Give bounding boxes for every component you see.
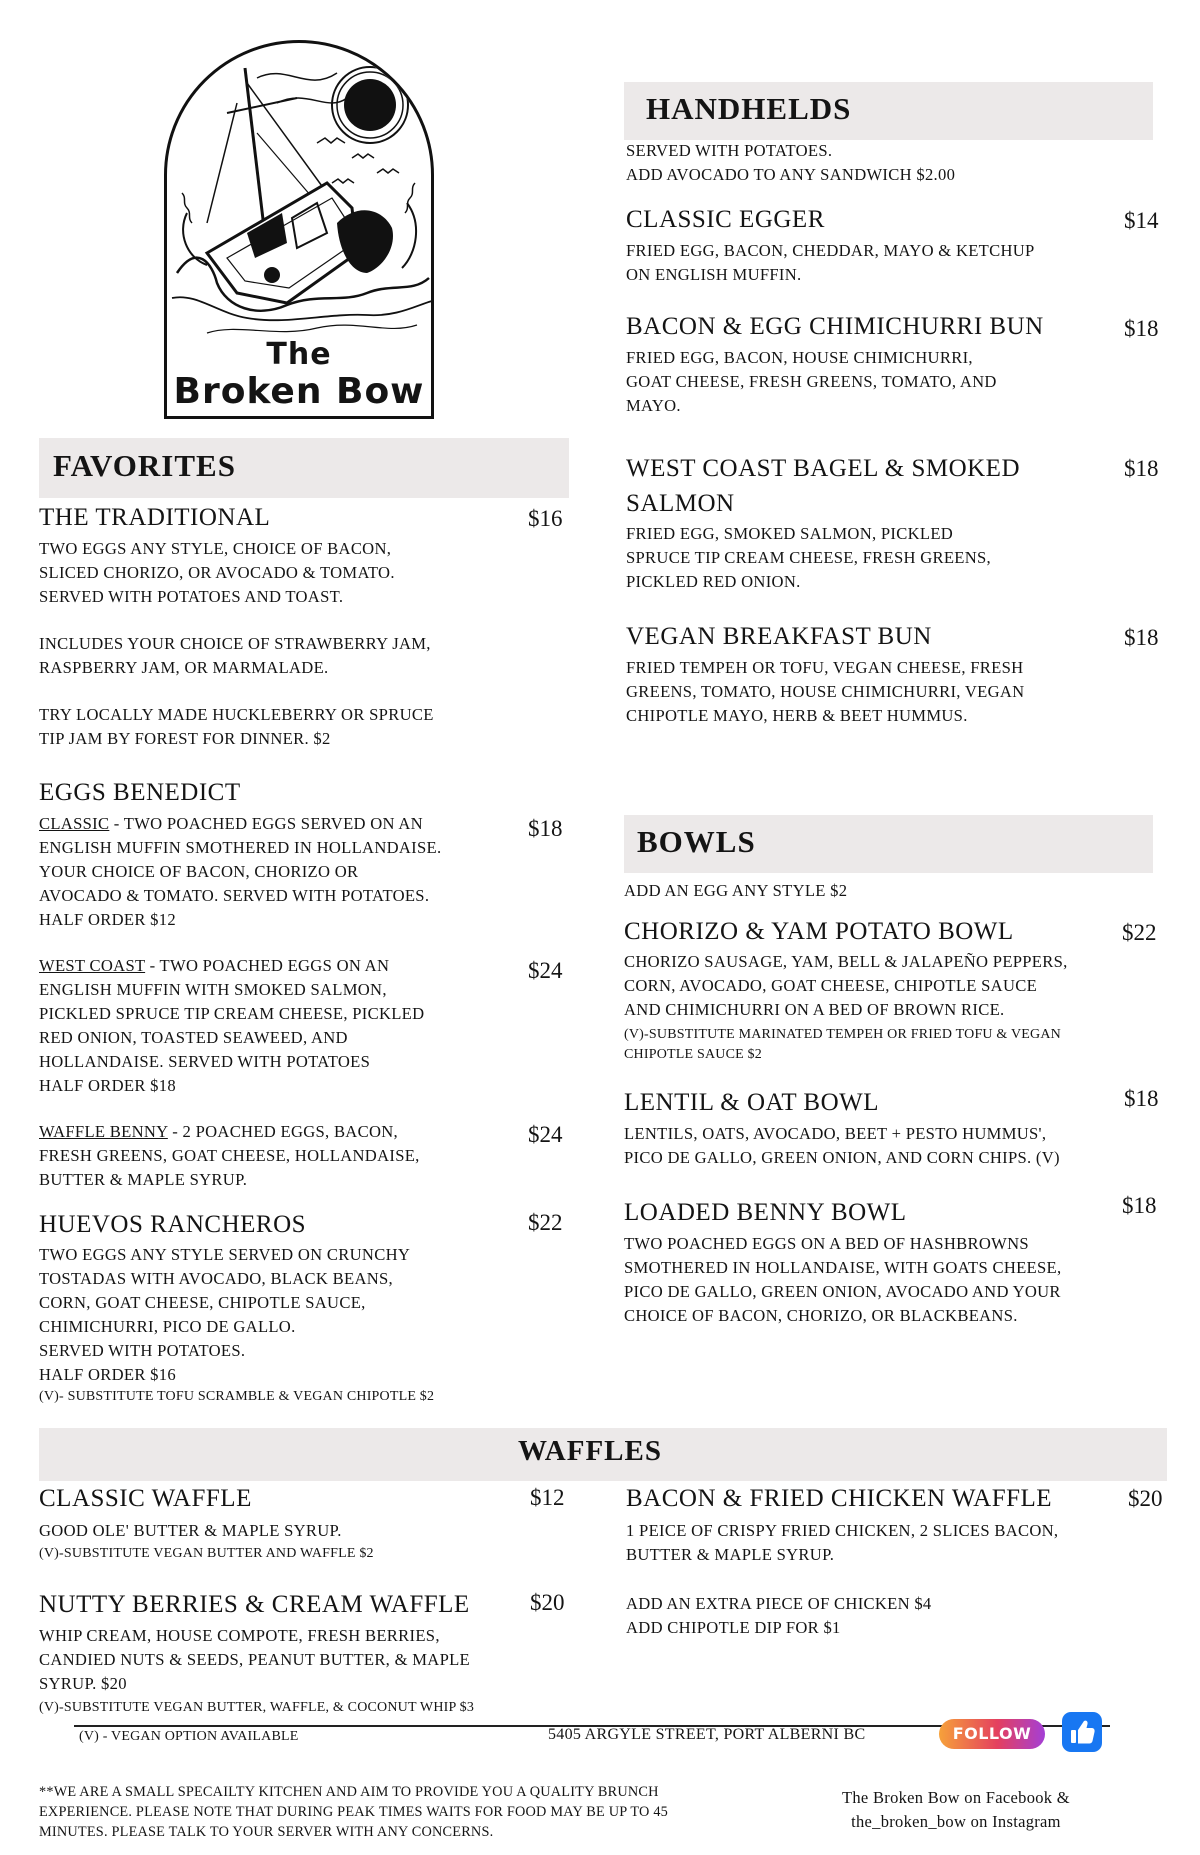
chorizo-bowl-title: CHORIZO & YAM POTATO BOWL — [624, 918, 1014, 945]
huevos-vegan-note: (V)- SUBSTITUTE TOFU SCRAMBLE & VEGAN CHIPOTLE $2 — [39, 1389, 435, 1404]
benedict-waffle-price: $24 — [528, 1122, 563, 1147]
vegan-legend: (V) - VEGAN OPTION AVAILABLE — [79, 1729, 299, 1744]
benedict-west-name: WEST COAST — [39, 956, 146, 975]
vegan-bun-desc: FRIED TEMPEH OR TOFU, VEGAN CHEESE, FRESH GREENS, TOMATO, HOUSE CHIMICHURRI, VEGAN CHIPOTLE MAYO, HERB & BEET HUMMUS. — [626, 658, 1025, 725]
bowls-header: BOWLS — [637, 824, 756, 859]
classic-egger-desc: FRIED EGG, BACON, CHEDDAR, MAYO & KETCHUP ON ENGLISH MUFFIN. — [626, 241, 1035, 284]
benedict-waffle-desc: WAFFLE BENNY - 2 POACHED EGGS, BACON, FRESH GREENS, GOAT CHEESE, HOLLANDAISE, BUTTER & MAPLE SYRUP. — [39, 1122, 420, 1189]
traditional-local-jam-note: TRY LOCALLY MADE HUCKLEBERRY OR SPRUCE TIP JAM BY FOREST FOR DINNER. $2 — [39, 705, 434, 748]
nutty-waffle-vegan-note: (V)-SUBSTITUTE VEGAN BUTTER, WAFFLE, & COCONUT WHIP $3 — [39, 1700, 475, 1715]
vegan-bun-price: $18 — [1124, 625, 1159, 650]
waffles-header: WAFFLES — [518, 1435, 662, 1467]
traditional-title: THE TRADITIONAL — [39, 504, 271, 531]
chimichurri-bun-desc: FRIED EGG, BACON, HOUSE CHIMICHURRI, GOAT CHEESE, FRESH GREENS, TOMATO, AND MAYO. — [626, 348, 997, 415]
huevos-price: $22 — [528, 1210, 563, 1235]
logo-name: Broken Bow — [173, 371, 425, 412]
bowls-note: ADD AN EGG ANY STYLE $2 — [624, 881, 848, 900]
thumbs-up-icon[interactable] — [1062, 1712, 1102, 1752]
chorizo-bowl-price: $22 — [1122, 920, 1157, 945]
classic-waffle-desc: GOOD OLE' BUTTER & MAPLE SYRUP. — [39, 1521, 342, 1540]
benedict-waffle-name: WAFFLE BENNY — [39, 1122, 168, 1141]
benedict-west-price: $24 — [528, 958, 563, 983]
lentil-bowl-title: LENTIL & OAT BOWL — [624, 1089, 879, 1116]
nutty-waffle-title: NUTTY BERRIES & CREAM WAFFLE — [39, 1591, 470, 1618]
nutty-waffle-desc: WHIP CREAM, HOUSE COMPOTE, FRESH BERRIES, CANDIED NUTS & SEEDS, PEANUT BUTTER, & MAPLE SYRUP. $20 — [39, 1626, 470, 1693]
traditional-price: $16 — [528, 506, 563, 531]
chimichurri-bun-title: BACON & EGG CHIMICHURRI BUN — [626, 313, 1044, 340]
traditional-jam-note: INCLUDES YOUR CHOICE OF STRAWBERRY JAM, RASPBERRY JAM, OR MARMALADE. — [39, 634, 431, 677]
classic-egger-title: CLASSIC EGGER — [626, 206, 825, 233]
classic-waffle-price: $12 — [530, 1485, 565, 1510]
bagel-desc: FRIED EGG, SMOKED SALMON, PICKLED SPRUCE TIP CREAM CHEESE, FRESH GREENS, PICKLED RED ONION. — [626, 524, 992, 591]
logo-the: The — [266, 337, 332, 372]
traditional-desc: TWO EGGS ANY STYLE, CHOICE OF BACON, SLICED CHORIZO, OR AVOCADO & TOMATO. SERVED WITH POTATOES AND TOAST. — [39, 539, 395, 606]
chicken-waffle-price: $20 — [1128, 1486, 1163, 1511]
classic-waffle-vegan-note: (V)-SUBSTITUTE VEGAN BUTTER AND WAFFLE $2 — [39, 1546, 374, 1561]
huevos-title: HUEVOS RANCHEROS — [39, 1211, 307, 1238]
benedict-classic-name: CLASSIC — [39, 814, 110, 833]
benedict-classic-desc: CLASSIC - TWO POACHED EGGS SERVED ON AN ENGLISH MUFFIN SMOTHERED IN HOLLANDAISE. YOUR CHOICE OF BACON, CHORIZO OR AVOCADO & TOMATO. SERVED WITH POTATOES. HALF ORDER $12 — [39, 814, 442, 929]
benedict-title: EGGS BENEDICT — [39, 779, 241, 806]
chorizo-bowl-vegan-note: (V)-SUBSTITUTE MARINATED TEMPEH OR FRIED TOFU & VEGAN CHIPOTLE SAUCE $2 — [624, 1027, 1061, 1062]
chorizo-bowl-desc: CHORIZO SAUSAGE, YAM, BELL & JALAPEÑO PEPPERS, CORN, AVOCADO, GOAT CHEESE, CHIPOTLE SAUCE AND CHIMICHURRI ON A BED OF BROWN RICE. — [624, 952, 1068, 1019]
follow-us-badge[interactable]: FOLLOW US — [939, 1719, 1045, 1749]
classic-waffle-title: CLASSIC WAFFLE — [39, 1485, 252, 1512]
benedict-classic-price: $18 — [528, 816, 563, 841]
loaded-benny-desc: TWO POACHED EGGS ON A BED OF HASHBROWNS SMOTHERED IN HOLLANDAISE, WITH GOATS CHEESE, PICO DE GALLO, GREEN ONION, AVOCADO AND YOUR CHOICE OF BACON, CHORIZO, OR BLACKBEANS. — [624, 1234, 1062, 1325]
huevos-desc: TWO EGGS ANY STYLE SERVED ON CRUNCHY TOSTADAS WITH AVOCADO, BLACK BEANS, CORN, GOAT CHEESE, CHIPOTLE SAUCE, CHIMICHURRI, PICO DE GALLO. SERVED WITH POTATOES. HALF ORDER $16 — [39, 1245, 411, 1384]
vegan-bun-title: VEGAN BREAKFAST BUN — [626, 623, 932, 650]
loaded-benny-title: LOADED BENNY BOWL — [624, 1199, 907, 1226]
social-handles: The Broken Bow on Facebook & the_broken_bow on Instagram — [842, 1788, 1070, 1831]
bagel-title-line2: SALMON — [626, 490, 735, 517]
handhelds-header: HANDHELDS — [646, 91, 852, 126]
loaded-benny-price: $18 — [1122, 1193, 1157, 1218]
lentil-bowl-price: $18 — [1124, 1086, 1159, 1111]
restaurant-logo — [164, 40, 434, 419]
classic-egger-price: $14 — [1124, 208, 1159, 233]
lentil-bowl-desc: LENTILS, OATS, AVOCADO, BEET + PESTO HUMMUS', PICO DE GALLO, GREEN ONION, AND CORN CHIPS. (V) — [624, 1124, 1060, 1167]
chicken-waffle-title: BACON & FRIED CHICKEN WAFFLE — [626, 1485, 1053, 1512]
address: 5405 ARGYLE STREET, PORT ALBERNI BC — [548, 1726, 866, 1743]
kitchen-disclaimer: **WE ARE A SMALL SPECAILTY KITCHEN AND AIM TO PROVIDE YOU A QUALITY BRUNCH EXPERIENCE. PLEASE NOTE THAT DURING PEAK TIMES WAITS FOR FOOD MAY BE UP TO 45 MINUTES. PLEASE TALK TO YOUR SERVER WITH ANY CONCERNS. — [39, 1784, 669, 1840]
handhelds-notes: SERVED WITH POTATOES. ADD AVOCADO TO ANY SANDWICH $2.00 — [626, 141, 956, 184]
nutty-waffle-price: $20 — [530, 1590, 565, 1615]
benedict-west-desc: WEST COAST - TWO POACHED EGGS ON AN ENGLISH MUFFIN WITH SMOKED SALMON, PICKLED SPRUCE TIP CREAM CHEESE, PICKLED RED ONION, TOASTED SEAWEED, AND HOLLANDAISE. SERVED WITH POTATOES HALF ORDER $18 — [39, 956, 425, 1095]
bagel-title: WEST COAST BAGEL & SMOKED — [626, 455, 1021, 482]
favorites-header: FAVORITES — [53, 448, 236, 483]
chicken-waffle-addons: ADD AN EXTRA PIECE OF CHICKEN $4 ADD CHIPOTLE DIP FOR $1 — [626, 1594, 932, 1637]
chicken-waffle-desc: 1 PEICE OF CRISPY FRIED CHICKEN, 2 SLICES BACON, BUTTER & MAPLE SYRUP. — [626, 1521, 1059, 1564]
bagel-price: $18 — [1124, 456, 1159, 481]
chimichurri-bun-price: $18 — [1124, 316, 1159, 341]
